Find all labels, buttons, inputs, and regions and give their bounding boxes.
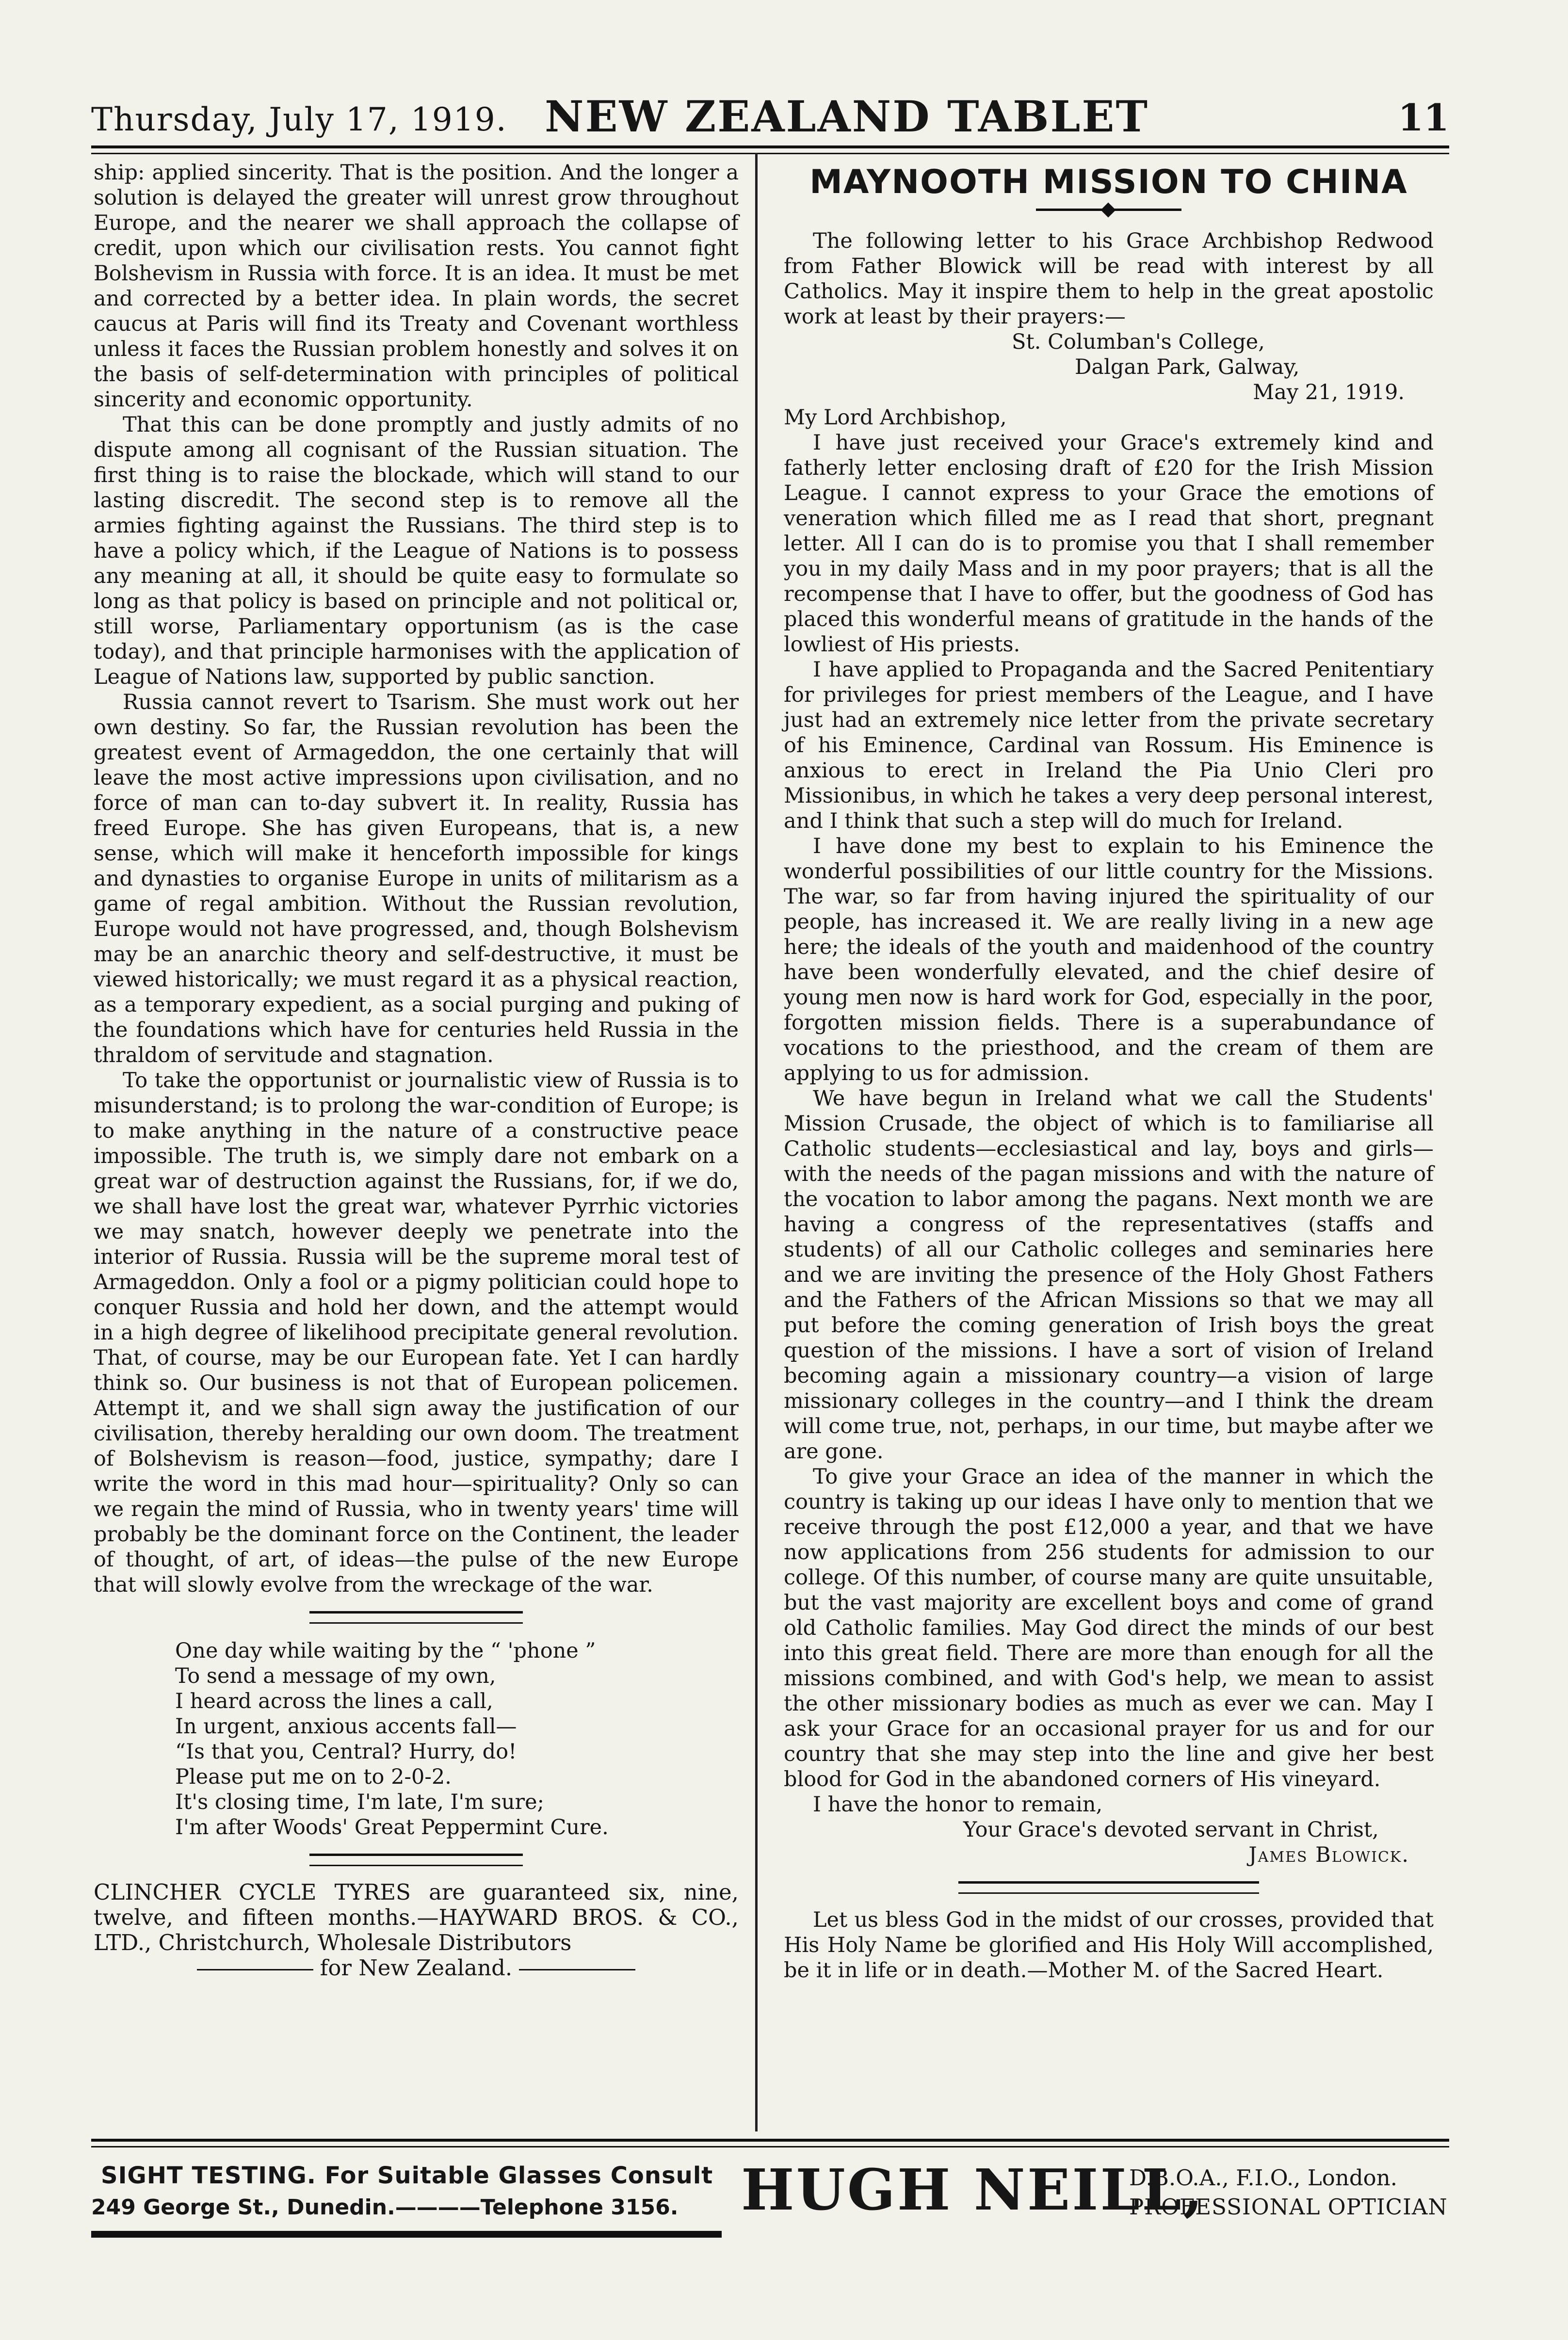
poem-line: I'm after Woods' Great Peppermint Cure. — [175, 1815, 609, 1840]
poem-line: One day while waiting by the “ 'phone ” — [175, 1639, 596, 1663]
letter-paragraph: I have the honor to remain, — [813, 1792, 1103, 1817]
article-intro: The following letter to his Grace Archbishop Redwood from Father Blowick will be read with interest by all Catholics. May it inspire them to help in the great apostolic work at least by their prayers:— — [784, 229, 1434, 329]
bottom-rule — [91, 2231, 722, 2238]
issue-date: Thursday, July 17, 1919. — [91, 101, 507, 138]
clincher-text: CLINCHER CYCLE TYRES are guaranteed six, nine, twelve, and fifteen months.—HAYWARD BROS. & CO., LTD., Christchurch, Wholesale Distributors — [94, 1879, 739, 1955]
letter-paragraph: I have done my best to explain to his Eminence the wonderful possibilities of our little country for the Missions. The war, so far from having injured the spirituality of our people, has increased it. We are really living in a new age here; the ideals of the youth and maidenhood of the country have been wonderfully elevated, and the chief desire of young men now is hard work for God, especially in the poor, forgotten mission fields. There is a superabundance of vocations to the priesthood, and the cream of them are applying to us for admission. — [784, 834, 1434, 1085]
left-paragraph: ship: applied sincerity. That is the position. And the longer a solution is delayed the greater will unrest grow throughout Europe, and the nearer we shall approach the collapse of credit, upon which our civilisation rests. You cannot fight Bolshevism in Russia with force. It is an idea. It must be met and corrected by a better idea. In plain words, the secret caucus at Paris will find its Treaty and Covenant worthless unless it faces the Russian problem honestly and solves it on the basis of self-determination with principles of political sincerity and economic opportunity. — [94, 161, 739, 412]
left-column — [94, 160, 739, 1981]
page-number: 11 — [1398, 96, 1449, 139]
letter-address-line: St. Columban's College, — [1012, 330, 1265, 354]
letter-signature: James Blowick. — [1248, 1843, 1409, 1867]
advert-name: HUGH NEILL, — [741, 2157, 1205, 2223]
letter-paragraph: I have applied to Propaganda and the Sacred Penitentiary for privileges for priest members of the League, and I have just had an extremely nice letter from the private secretary of his Eminence, Cardinal van Rossum. His Eminence is anxious to erect in Ireland the Pia Unio Cleri pro Missionibus, in which he takes a very deep personal interest, and I think that such a step will do much for Ireland. — [784, 658, 1434, 833]
masthead-title: NEW ZEALAND TABLET — [545, 91, 1149, 142]
poem-line: It's closing time, I'm late, I'm sure; — [175, 1790, 545, 1814]
advert-profession: PROFESSIONAL OPTICIAN — [1129, 2194, 1448, 2220]
letter-closing: Your Grace's devoted servant in Christ, — [963, 1818, 1379, 1842]
title-divider — [1036, 209, 1181, 211]
left-paragraph: That this can be done promptly and justly admits of no dispute among all cognisant of the Russian situation. The first thing is to raise the blockade, which will stand to our lasting discredit. The second step is to remove all the armies fighting against the Russians. The third step is to have a policy which, if the League of Nations is to possess any meaning at all, it should be quite easy to formulate so long as that policy is based on principle and not political or, still worse, Parliamentary opportunism (as is the case today), and that principle harmonises with the application of League of Nations law, supported by public sanction. — [94, 413, 739, 689]
advert-credentials: D.B.O.A., F.I.O., London. — [1129, 2165, 1398, 2191]
letter-paragraph: We have begun in Ireland what we call the Students' Mission Crusade, the object of which is to familiarise all Catholic students—ecclesiastical and lay, boys and girls—with the needs of the pagan missions and with the nature of the vocation to labor among the pagans. Next month we are having a congress of the representatives (staffs and students) of all our Catholic colleges and seminaries here and we are inviting the presence of the Holy Ghost Fathers and the Fathers of the African Missions so that we may all put before the coming generation of Irish boys the great question of the missions. I have a sort of vision of Ireland becoming again a missionary country—a vision of large missionary colleges in the country—and I think the dream will come true, not, perhaps, in our time, but maybe after we are gone. — [784, 1086, 1434, 1464]
right-column — [784, 160, 1434, 1983]
poem-line: “Is that you, Central? Hurry, do! — [175, 1740, 517, 1764]
clincher-last-line — [94, 1955, 739, 1981]
left-paragraph: To take the opportunist or journalistic view of Russia is to misunderstand; is to prolong the war-condition of Europe; is to make anything in the nature of a constructive peace impossible. The truth is, we simply dare not embark on a great war of destruction against the Russians, for, if we do, we shall have lost the great war, whatever Pyrrhic victories we may snatch, however deeply we penetrate into the interior of Russia. Russia will be the supreme moral test of Armageddon. Only a fool or a pigmy politician could hope to conquer Russia and hold her down, and the attempt would in a high degree of likelihood precipitate general revolution. That, of course, may be our European fate. Yet I can hardly think so. Our business is not that of European policemen. Attempt it, and we shall sign away the justification of our civilisation, thereby heralding our own doom. The treatment of Bolshevism is reason—food, justice, sympathy; dare I write the word in this mad hour—spirituality? Only so can we regain the mind of Russia, who in twenty years' time will probably be the dominant force on the Continent, the leader of thought, of art, of ideas—the pulse of the new Europe that will slowly evolve from the wreckage of the war. — [94, 1068, 739, 1597]
poem-line: To send a message of my own, — [175, 1664, 496, 1688]
poem-line: Please put me on to 2-0-2. — [175, 1765, 452, 1789]
clincher-region: for New Zealand. — [320, 1955, 513, 1981]
advert-line: SIGHT TESTING. For Suitable Glasses Consult — [101, 2162, 713, 2189]
dash-rule — [197, 1969, 313, 1970]
clincher-advert — [94, 1880, 739, 1981]
advert-address: 249 George St., Dunedin.————Telephone 3156. — [91, 2195, 679, 2220]
poem — [94, 1638, 739, 1840]
article-title: MAYNOOTH MISSION TO CHINA — [809, 163, 1408, 201]
letter-address-line: Dalgan Park, Galway, — [1075, 355, 1300, 379]
dash-rule — [519, 1969, 635, 1970]
poem-line: In urgent, anxious accents fall— — [175, 1714, 517, 1739]
ornamental-rule — [958, 1881, 1259, 1894]
letter-paragraph: To give your Grace an idea of the manner in which the country is taking up our ideas I have only to mention that we receive through the post £12,000 a year, and that we have now applications from 256 students for admission to our college. Of this number, of course many are quite unsuitable, but the vast majority are excellent boys and come of grand old Catholic families. May God direct the minds of our best into this great field. There are more than enough for all the missions combined, and with God's help, we mean to assist the other missionary bodies as much as ever we can. May I ask your Grace for an occasional prayer for us and for our country that she may step into the line and give her best blood for God in the abandoned corners of His vineyard. — [784, 1465, 1434, 1791]
letter-paragraph: I have just received your Grace's extremely kind and fatherly letter enclosing draft of £20 for the Irish Mission League. I cannot express to your Grace the emotions of veneration which filled me as I read that short, pregnant letter. All I can do is to promise you that I shall remember you in my daily Mass and in my poor prayers; that is all the recompense that I have to offer, but the goodness of God has placed this wonderful means of gratitude in the hands of the lowliest of His priests. — [784, 431, 1434, 657]
letter-date: May 21, 1919. — [1253, 380, 1405, 404]
left-paragraph: Russia cannot revert to Tsarism. She must work out her own destiny. So far, the Russian revolution has been the greatest event of Armageddon, the one certainly that will leave the most active impressions upon civilisation, and no force of man can to-day subvert it. In reality, Russia has freed Europe. She has given Europeans, that is, a new sense, which will make it henceforth impossible for kings and dynasties to organise Europe in units of militarism as a game of regal ambition. Without the Russian revolution, Europe would not have progressed, and, though Bolshevism may be an anarchic theory and self-destructive, it must be viewed historically; we must regard it as a physical reaction, as a temporary expedient, as a social purging and puking of the foundations which have for centuries held Russia in the thraldom of servitude and stagnation. — [94, 690, 739, 1067]
ornamental-rule — [309, 1854, 523, 1866]
page-header — [91, 87, 1449, 150]
ornamental-rule — [309, 1611, 523, 1624]
column-divider — [755, 153, 758, 2131]
letter-salutation: My Lord Archbishop, — [784, 405, 1007, 430]
optician-advert — [91, 2149, 1449, 2237]
devotional-quote: Let us bless God in the midst of our crosses, provided that His Holy Name be glorified and His Holy Will accomplished, be it in life or in death.—Mother M. of the Sacred Heart. — [784, 1908, 1434, 1983]
poem-line: I heard across the lines a call, — [175, 1689, 493, 1713]
footer-rule — [91, 2139, 1449, 2147]
header-rule — [91, 145, 1449, 154]
